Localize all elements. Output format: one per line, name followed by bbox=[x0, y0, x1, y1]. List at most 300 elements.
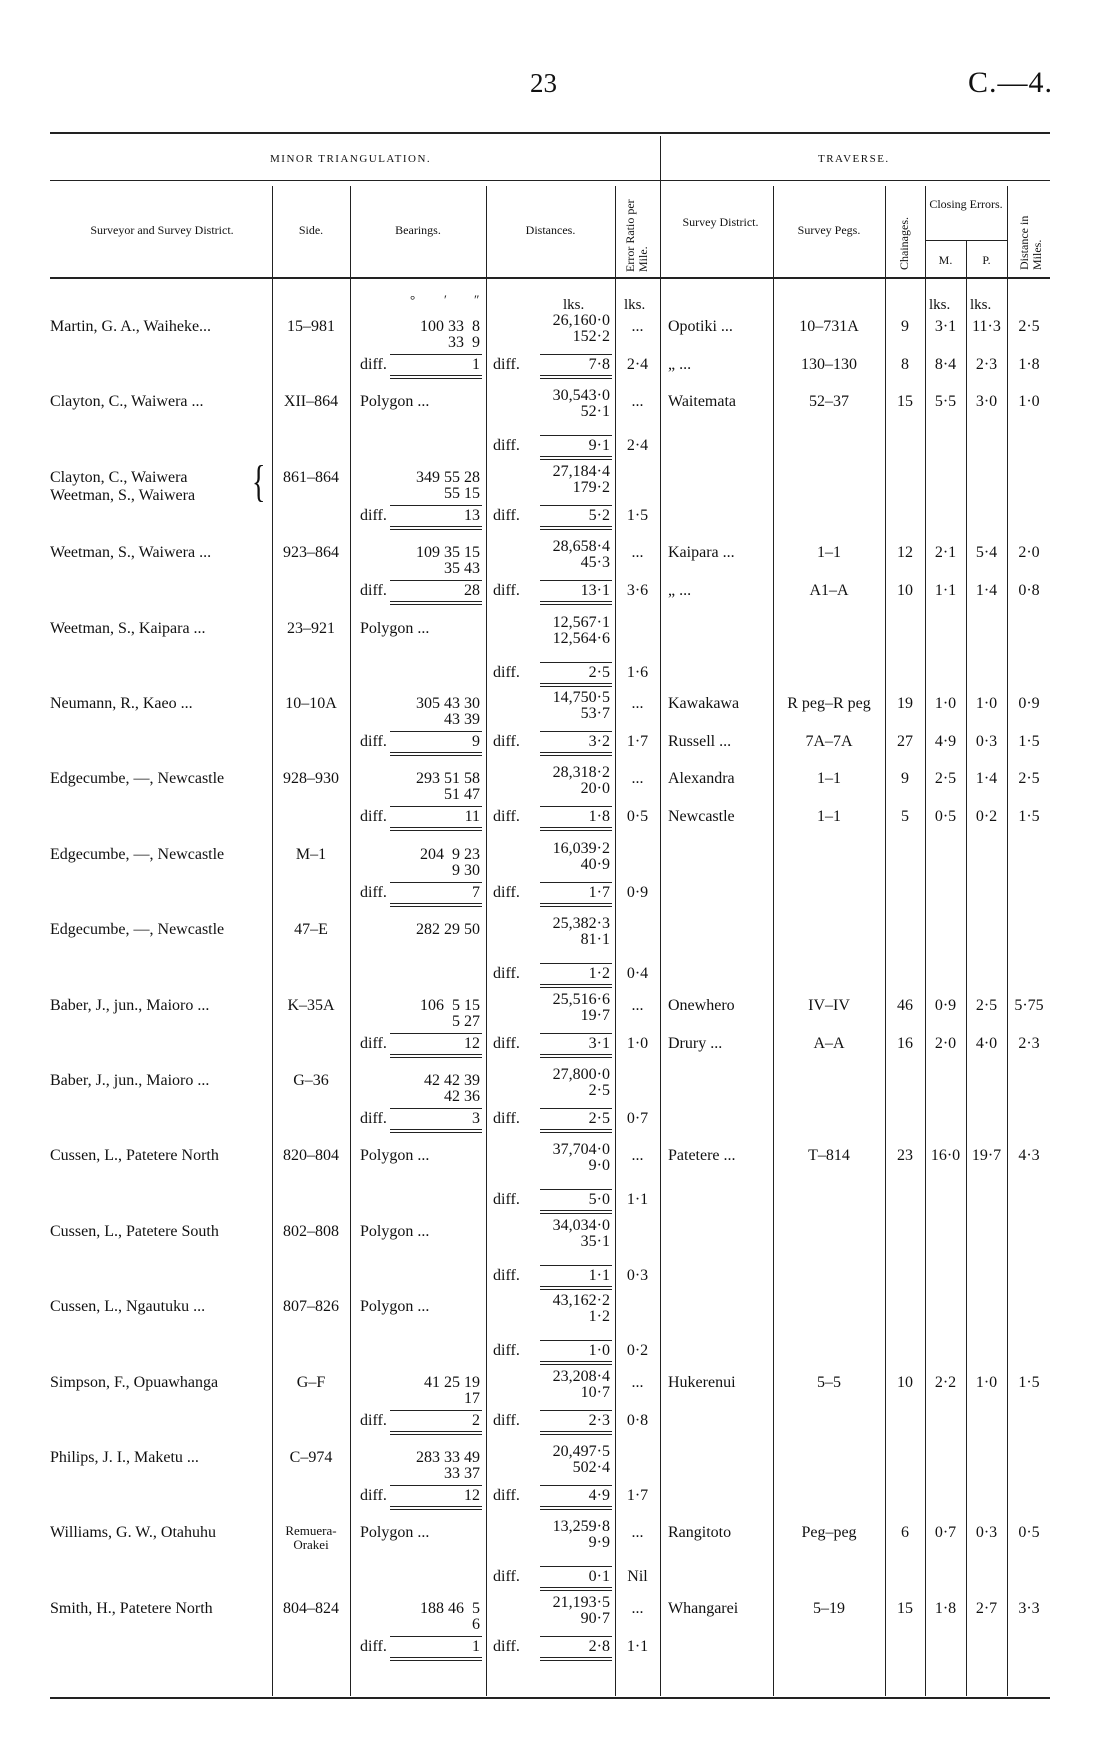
side: 10–10A bbox=[285, 695, 337, 712]
bearing-rule bbox=[390, 580, 482, 581]
distance-diff-label: diff. bbox=[493, 1487, 520, 1504]
table-row bbox=[0, 915, 1114, 997]
distance-miles: 1·8 bbox=[1018, 356, 1040, 373]
closing-error-p: 2·7 bbox=[975, 1600, 998, 1617]
bearing-diff: 2 bbox=[472, 1412, 480, 1429]
distance-rule bbox=[540, 963, 612, 964]
closing-error-m: 4·9 bbox=[934, 733, 957, 750]
bearing-diff-label: diff. bbox=[360, 507, 387, 524]
distance-diff-label: diff. bbox=[493, 437, 520, 454]
bearing-polygon: Polygon ... bbox=[360, 1298, 430, 1315]
distance-diff-label: diff. bbox=[493, 1110, 520, 1127]
distance-diff: 4·9 bbox=[588, 1487, 610, 1504]
distance-diff-label: diff. bbox=[493, 733, 520, 750]
bearing-rule bbox=[390, 1033, 482, 1034]
surveyor: Weetman, S., Kaipara ... bbox=[50, 620, 206, 637]
error-ratio-dots: ... bbox=[631, 1374, 644, 1391]
distance-double-rule bbox=[540, 683, 612, 687]
error-ratio: 1·1 bbox=[626, 1638, 649, 1655]
bearing-secondary: 17 bbox=[464, 1390, 480, 1407]
bearing-diff: 12 bbox=[464, 1035, 480, 1052]
bearing-diff: 1 bbox=[472, 1638, 480, 1655]
traverse-district: „ ... bbox=[668, 356, 692, 373]
bearing-diff: 12 bbox=[464, 1487, 480, 1504]
traverse-district: Drury ... bbox=[668, 1035, 723, 1052]
distance-diff: 9·1 bbox=[588, 437, 610, 454]
bearing-rule bbox=[390, 806, 482, 807]
table-row bbox=[0, 1217, 1114, 1299]
surveyor: Cussen, L., Ngautuku ... bbox=[50, 1298, 206, 1315]
distance-rule bbox=[540, 882, 612, 883]
closing-error-p: 2·5 bbox=[975, 997, 998, 1014]
side: 47–E bbox=[294, 921, 328, 938]
distance-double-rule bbox=[540, 1286, 612, 1290]
closing-error-m: 0·7 bbox=[934, 1524, 957, 1541]
bearing-diff: 1 bbox=[472, 356, 480, 373]
side: G–F bbox=[296, 1374, 326, 1391]
distance-double-rule bbox=[540, 984, 612, 988]
header-bottom-rule bbox=[50, 277, 1050, 279]
surveyor: Smith, H., Patetere North bbox=[50, 1600, 213, 1617]
traverse-pegs: T–814 bbox=[808, 1147, 850, 1164]
traverse-district: Opotiki ... bbox=[668, 318, 733, 335]
error-ratio-dots: ... bbox=[631, 770, 644, 787]
error-ratio: 1·1 bbox=[626, 1191, 649, 1208]
bearing-secondary: 42 36 bbox=[444, 1088, 480, 1105]
unit-links-m: lks. bbox=[929, 297, 951, 313]
closing-error-m: 3·1 bbox=[934, 318, 957, 335]
traverse-chainages: 46 bbox=[897, 997, 913, 1014]
error-ratio: 3·6 bbox=[626, 582, 649, 599]
surveyor: Williams, G. W., Otahuhu bbox=[50, 1524, 217, 1541]
distance-miles: 0·5 bbox=[1018, 1524, 1040, 1541]
bearing-double-rule bbox=[390, 375, 482, 379]
traverse-district: Kaipara ... bbox=[668, 544, 735, 561]
side: 802–808 bbox=[283, 1223, 339, 1240]
distance-secondary: 19·7 bbox=[580, 1007, 610, 1024]
distance-diff: 5·2 bbox=[588, 507, 610, 524]
closing-error-m: 2·0 bbox=[934, 1035, 957, 1052]
traverse-district: Waitemata bbox=[668, 393, 737, 410]
error-ratio-dots: ... bbox=[631, 1600, 644, 1617]
distance-miles: 0·9 bbox=[1018, 695, 1040, 712]
distance-diff-label: diff. bbox=[493, 965, 520, 982]
bearing-polygon: Polygon ... bbox=[360, 1147, 430, 1164]
top-rule bbox=[50, 132, 1050, 134]
bearing-diff: 11 bbox=[464, 808, 480, 825]
surveyor: Martin, G. A., Waiheke... bbox=[50, 318, 212, 335]
distance-rule bbox=[540, 435, 612, 436]
distance-rule bbox=[540, 1566, 612, 1567]
closing-error-m: 5·5 bbox=[934, 393, 957, 410]
closing-error-m: 1·8 bbox=[934, 1600, 957, 1617]
distance-secondary: 40·9 bbox=[580, 856, 610, 873]
traverse-chainages: 8 bbox=[901, 356, 909, 373]
traverse-pegs: 1–1 bbox=[817, 544, 841, 561]
distance-primary: 28,318·2 bbox=[552, 764, 610, 781]
table-row bbox=[0, 689, 1114, 771]
table-row bbox=[0, 387, 1114, 469]
distance-primary: 16,039·2 bbox=[552, 840, 610, 857]
side: C–974 bbox=[289, 1449, 333, 1466]
header-side: Side. bbox=[298, 223, 324, 237]
traverse-pegs: A–A bbox=[813, 1035, 845, 1052]
distance-primary: 13,259·8 bbox=[552, 1518, 610, 1535]
header-m: M. bbox=[938, 253, 953, 267]
side: K–35A bbox=[287, 997, 335, 1014]
bearing-primary: 41 25 19 bbox=[424, 1374, 480, 1391]
traverse-chainages: 9 bbox=[901, 770, 909, 787]
distance-diff-label: diff. bbox=[493, 1568, 520, 1585]
table-row bbox=[0, 312, 1114, 394]
error-ratio-dots: ... bbox=[631, 318, 644, 335]
bearing-double-rule bbox=[390, 1506, 482, 1510]
surveyor: Cussen, L., Patetere South bbox=[50, 1223, 219, 1240]
closing-error-p: 2·3 bbox=[975, 356, 998, 373]
distance-rule bbox=[540, 1189, 612, 1190]
distance-diff-label: diff. bbox=[493, 1412, 520, 1429]
surveyor: Edgecumbe, —, Newcastle bbox=[50, 846, 225, 863]
distance-miles: 4·3 bbox=[1018, 1147, 1040, 1164]
error-ratio: 0·7 bbox=[626, 1110, 649, 1127]
error-ratio: 0·2 bbox=[626, 1342, 649, 1359]
distance-double-rule bbox=[540, 1054, 612, 1058]
distance-primary: 34,034·0 bbox=[552, 1217, 610, 1234]
header-p: P. bbox=[982, 253, 991, 267]
distance-rule bbox=[540, 1636, 612, 1637]
bearing-diff: 7 bbox=[472, 884, 480, 901]
table-row bbox=[0, 457, 1114, 545]
side: XII–864 bbox=[283, 393, 339, 410]
closing-error-p: 0·3 bbox=[975, 1524, 998, 1541]
distance-secondary: 10·7 bbox=[580, 1384, 610, 1401]
closing-error-m: 16·0 bbox=[930, 1147, 961, 1164]
distance-diff-label: diff. bbox=[493, 808, 520, 825]
bearing-double-rule bbox=[390, 752, 482, 756]
distance-double-rule bbox=[540, 375, 612, 379]
error-ratio-dots: ... bbox=[631, 544, 644, 561]
distance-miles: 2·3 bbox=[1018, 1035, 1040, 1052]
header-rule bbox=[50, 180, 1050, 181]
section-traverse: TRAVERSE. bbox=[818, 153, 890, 165]
bearing-secondary: 35 43 bbox=[444, 560, 480, 577]
distance-rule bbox=[540, 1265, 612, 1266]
error-ratio: 1·5 bbox=[626, 507, 649, 524]
side-second: Orakei bbox=[293, 1537, 329, 1552]
traverse-district: Hukerenui bbox=[668, 1374, 736, 1391]
traverse-pegs: 130–130 bbox=[801, 356, 857, 373]
distance-diff: 7·8 bbox=[588, 356, 610, 373]
distance-diff-label: diff. bbox=[493, 884, 520, 901]
side: 923–864 bbox=[283, 544, 339, 561]
bearing-double-rule bbox=[390, 601, 482, 605]
distance-rule bbox=[540, 1033, 612, 1034]
bottom-rule bbox=[50, 1697, 1050, 1699]
distance-double-rule bbox=[540, 456, 612, 460]
table-row bbox=[0, 1141, 1114, 1223]
bearing-primary: 305 43 30 bbox=[416, 695, 480, 712]
distance-primary: 12,567·1 bbox=[552, 614, 610, 631]
distance-rule bbox=[540, 580, 612, 581]
distance-rule bbox=[540, 1485, 612, 1486]
distance-secondary: 45·3 bbox=[580, 554, 610, 571]
bearing-secondary: 55 15 bbox=[444, 485, 480, 502]
distance-secondary: 35·1 bbox=[580, 1233, 610, 1250]
distance-double-rule bbox=[540, 1506, 612, 1510]
bearing-secondary: 51 47 bbox=[444, 786, 480, 803]
traverse-chainages: 15 bbox=[897, 1600, 913, 1617]
bearing-secondary: 33 37 bbox=[444, 1465, 480, 1482]
distance-miles: 5·75 bbox=[1014, 997, 1044, 1014]
closing-error-p: 3·0 bbox=[975, 393, 998, 410]
bearing-polygon: Polygon ... bbox=[360, 1223, 430, 1240]
traverse-chainages: 15 bbox=[897, 393, 913, 410]
traverse-pegs: IV–IV bbox=[808, 997, 850, 1014]
distance-double-rule bbox=[540, 1129, 612, 1133]
header-error-ratio: Error Ratio per Mile. bbox=[623, 199, 650, 272]
bearing-primary: 283 33 49 bbox=[416, 1449, 480, 1466]
distance-rule bbox=[540, 662, 612, 663]
error-ratio: 1·7 bbox=[626, 1487, 649, 1504]
error-ratio-dots: ... bbox=[631, 1147, 644, 1164]
traverse-district: Newcastle bbox=[668, 808, 735, 825]
distance-diff-label: diff. bbox=[493, 664, 520, 681]
distance-miles: 3·3 bbox=[1018, 1600, 1040, 1617]
traverse-district: Alexandra bbox=[668, 770, 735, 787]
bearing-double-rule bbox=[390, 1129, 482, 1133]
distance-miles: 2·5 bbox=[1018, 770, 1040, 787]
distance-double-rule bbox=[540, 526, 612, 530]
traverse-chainages: 10 bbox=[897, 582, 913, 599]
report-code: C.—4. bbox=[968, 66, 1054, 99]
surveyor: Edgecumbe, —, Newcastle bbox=[50, 921, 225, 938]
unit-links-p: lks. bbox=[970, 297, 992, 313]
traverse-chainages: 10 bbox=[897, 1374, 913, 1391]
distance-diff: 1·1 bbox=[588, 1267, 610, 1284]
closing-error-m: 2·1 bbox=[934, 544, 957, 561]
section-minor-triangulation: MINOR TRIANGULATION. bbox=[270, 153, 432, 165]
header-closing-errors: Closing Errors. bbox=[929, 197, 1003, 211]
closing-error-p: 5·4 bbox=[975, 544, 998, 561]
distance-diff: 5·0 bbox=[588, 1191, 610, 1208]
error-ratio-dots: ... bbox=[631, 393, 644, 410]
side: 928–930 bbox=[283, 770, 339, 787]
side: 861–864 bbox=[283, 469, 339, 486]
closing-error-m: 1·1 bbox=[934, 582, 957, 599]
header-bearings: Bearings. bbox=[395, 223, 441, 237]
error-ratio: 0·5 bbox=[626, 808, 649, 825]
side: Remuera- bbox=[285, 1523, 337, 1538]
bearing-rule bbox=[390, 1410, 482, 1411]
distance-rule bbox=[540, 1340, 612, 1341]
bearing-double-rule bbox=[390, 1657, 482, 1661]
bearing-primary: 109 35 15 bbox=[416, 544, 480, 561]
error-ratio-dots: ... bbox=[631, 1524, 644, 1541]
surveyor: Clayton, C., Waiwera ... bbox=[50, 393, 204, 410]
distance-diff-label: diff. bbox=[493, 356, 520, 373]
distance-rule bbox=[540, 354, 612, 355]
traverse-pegs: Peg–peg bbox=[801, 1524, 857, 1541]
closing-error-m: 8·4 bbox=[934, 356, 957, 373]
error-ratio: 2·4 bbox=[626, 437, 649, 454]
closing-error-p: 0·3 bbox=[975, 733, 998, 750]
bearing-primary: 293 51 58 bbox=[416, 770, 480, 787]
bearing-diff: 13 bbox=[464, 507, 480, 524]
distance-secondary: 52·1 bbox=[580, 403, 610, 420]
header-distances: Distances. bbox=[525, 223, 576, 237]
bearing-rule bbox=[390, 882, 482, 883]
distance-primary: 21,193·5 bbox=[552, 1594, 610, 1611]
distance-double-rule bbox=[540, 1587, 612, 1591]
unit-minutes: ′ bbox=[444, 292, 447, 307]
traverse-pegs: A1–A bbox=[809, 582, 849, 599]
distance-primary: 43,162·2 bbox=[552, 1292, 610, 1309]
distance-secondary: 2·5 bbox=[588, 1082, 610, 1099]
bearing-secondary: 5 27 bbox=[452, 1013, 480, 1030]
distance-diff-label: diff. bbox=[493, 1342, 520, 1359]
bearing-double-rule bbox=[390, 1054, 482, 1058]
table-row bbox=[0, 1066, 1114, 1148]
traverse-chainages: 12 bbox=[897, 544, 913, 561]
traverse-district: Rangitoto bbox=[668, 1524, 732, 1541]
bearing-polygon: Polygon ... bbox=[360, 620, 430, 637]
distance-rule bbox=[540, 731, 612, 732]
traverse-pegs: R peg–R peg bbox=[787, 695, 871, 712]
bearing-rule bbox=[390, 505, 482, 506]
traverse-chainages: 9 bbox=[901, 318, 909, 335]
distance-diff: 3·1 bbox=[588, 1035, 610, 1052]
distance-secondary: 1·2 bbox=[588, 1308, 610, 1325]
distance-diff: 2·5 bbox=[588, 1110, 610, 1127]
bearing-diff-label: diff. bbox=[360, 733, 387, 750]
bearing-polygon: Polygon ... bbox=[360, 393, 430, 410]
distance-primary: 30,543·0 bbox=[552, 387, 610, 404]
traverse-district: Russell ... bbox=[668, 733, 732, 750]
distance-primary: 25,382·3 bbox=[552, 915, 610, 932]
distance-diff-label: diff. bbox=[493, 1191, 520, 1208]
table-row bbox=[0, 1443, 1114, 1525]
error-ratio: 1·0 bbox=[626, 1035, 649, 1052]
distance-diff: 1·7 bbox=[588, 884, 610, 901]
table-row bbox=[0, 1292, 1114, 1374]
bearing-double-rule bbox=[390, 526, 482, 530]
error-ratio: 0·9 bbox=[626, 884, 649, 901]
distance-double-rule bbox=[540, 601, 612, 605]
bearing-rule bbox=[390, 1636, 482, 1637]
distance-secondary: 502·4 bbox=[572, 1459, 610, 1476]
distance-primary: 25,516·6 bbox=[552, 991, 610, 1008]
distance-diff-label: diff. bbox=[493, 1267, 520, 1284]
surveyor: Baber, J., jun., Maioro ... bbox=[50, 997, 210, 1014]
bearing-secondary: 9 30 bbox=[452, 862, 480, 879]
distance-miles: 1·0 bbox=[1018, 393, 1040, 410]
bearing-diff-label: diff. bbox=[360, 1110, 387, 1127]
surveyor: Edgecumbe, —, Newcastle bbox=[50, 770, 225, 787]
header-survey-district: Survey District. bbox=[682, 215, 759, 229]
traverse-pegs: 1–1 bbox=[817, 808, 841, 825]
surveyor: Weetman, S., Waiwera ... bbox=[50, 544, 212, 561]
surveyor: Simpson, F., Opuawhanga bbox=[50, 1374, 219, 1391]
distance-primary: 20,497·5 bbox=[552, 1443, 610, 1460]
distance-diff: 1·0 bbox=[588, 1342, 610, 1359]
traverse-chainages: 5 bbox=[901, 808, 909, 825]
distance-diff-label: diff. bbox=[493, 507, 520, 524]
distance-secondary: 81·1 bbox=[580, 931, 610, 948]
traverse-district: Whangarei bbox=[668, 1600, 739, 1617]
bearing-primary: 282 29 50 bbox=[416, 921, 480, 938]
error-ratio: 1·7 bbox=[626, 733, 649, 750]
surveyor: Philips, J. I., Maketu ... bbox=[50, 1449, 199, 1466]
closing-error-m: 1·0 bbox=[934, 695, 957, 712]
distance-double-rule bbox=[540, 1431, 612, 1435]
unit-degrees: ° bbox=[410, 292, 416, 307]
distance-primary: 23,208·4 bbox=[552, 1368, 610, 1385]
traverse-pegs: 5–19 bbox=[813, 1600, 845, 1617]
bearing-diff: 28 bbox=[464, 582, 480, 599]
closing-error-p: 19·7 bbox=[971, 1147, 1002, 1164]
closing-error-p: 1·4 bbox=[975, 770, 998, 787]
distance-primary: 14,750·5 bbox=[552, 689, 610, 706]
side: 23–921 bbox=[287, 620, 335, 637]
distance-miles: 2·0 bbox=[1018, 544, 1040, 561]
header-surveyor: Surveyor and Survey District. bbox=[90, 223, 234, 237]
closing-error-p: 4·0 bbox=[975, 1035, 998, 1052]
closing-error-p: 1·4 bbox=[975, 582, 998, 599]
table-row bbox=[0, 1594, 1114, 1676]
closing-error-p: 1·0 bbox=[975, 1374, 998, 1391]
error-ratio: 1·6 bbox=[626, 664, 649, 681]
distance-diff: 3·2 bbox=[588, 733, 610, 750]
distance-diff: 1·8 bbox=[588, 808, 610, 825]
traverse-chainages: 27 bbox=[897, 733, 913, 750]
surveyor: Cussen, L., Patetere North bbox=[50, 1147, 219, 1164]
bearing-diff-label: diff. bbox=[360, 582, 387, 599]
distance-miles: 1·5 bbox=[1018, 808, 1040, 825]
distance-primary: 28,658·4 bbox=[552, 538, 610, 555]
side: 807–826 bbox=[283, 1298, 339, 1315]
bearing-rule bbox=[390, 1108, 482, 1109]
error-ratio: 2·4 bbox=[626, 356, 649, 373]
distance-primary: 37,704·0 bbox=[552, 1141, 610, 1158]
traverse-chainages: 16 bbox=[897, 1035, 913, 1052]
bearing-diff-label: diff. bbox=[360, 356, 387, 373]
error-ratio: Nil bbox=[627, 1568, 648, 1585]
table-row bbox=[0, 538, 1114, 620]
distance-double-rule bbox=[540, 752, 612, 756]
bearing-diff-label: diff. bbox=[360, 884, 387, 901]
distance-double-rule bbox=[540, 1210, 612, 1214]
bearing-primary: 106 5 15 bbox=[420, 997, 480, 1014]
distance-secondary: 179·2 bbox=[572, 479, 610, 496]
closing-error-p: 11·3 bbox=[972, 318, 1001, 335]
distance-secondary: 152·2 bbox=[572, 328, 610, 345]
bearing-rule bbox=[390, 354, 482, 355]
bearing-secondary: 6 bbox=[472, 1616, 480, 1633]
bearing-double-rule bbox=[390, 903, 482, 907]
distance-secondary: 12,564·6 bbox=[552, 630, 610, 647]
distance-diff: 1·2 bbox=[588, 965, 610, 982]
distance-primary: 27,184·4 bbox=[552, 463, 610, 480]
traverse-pegs: 7A–7A bbox=[805, 733, 853, 750]
table-row bbox=[0, 1518, 1114, 1600]
side: 15–981 bbox=[287, 318, 335, 335]
traverse-pegs: 5–5 bbox=[817, 1374, 841, 1391]
bearing-diff-label: diff. bbox=[360, 1412, 387, 1429]
distance-secondary: 53·7 bbox=[580, 705, 610, 722]
traverse-chainages: 23 bbox=[897, 1147, 913, 1164]
surveyor: Baber, J., jun., Maioro ... bbox=[50, 1072, 210, 1089]
header-distance-miles: Distance in Miles. bbox=[1017, 215, 1044, 270]
